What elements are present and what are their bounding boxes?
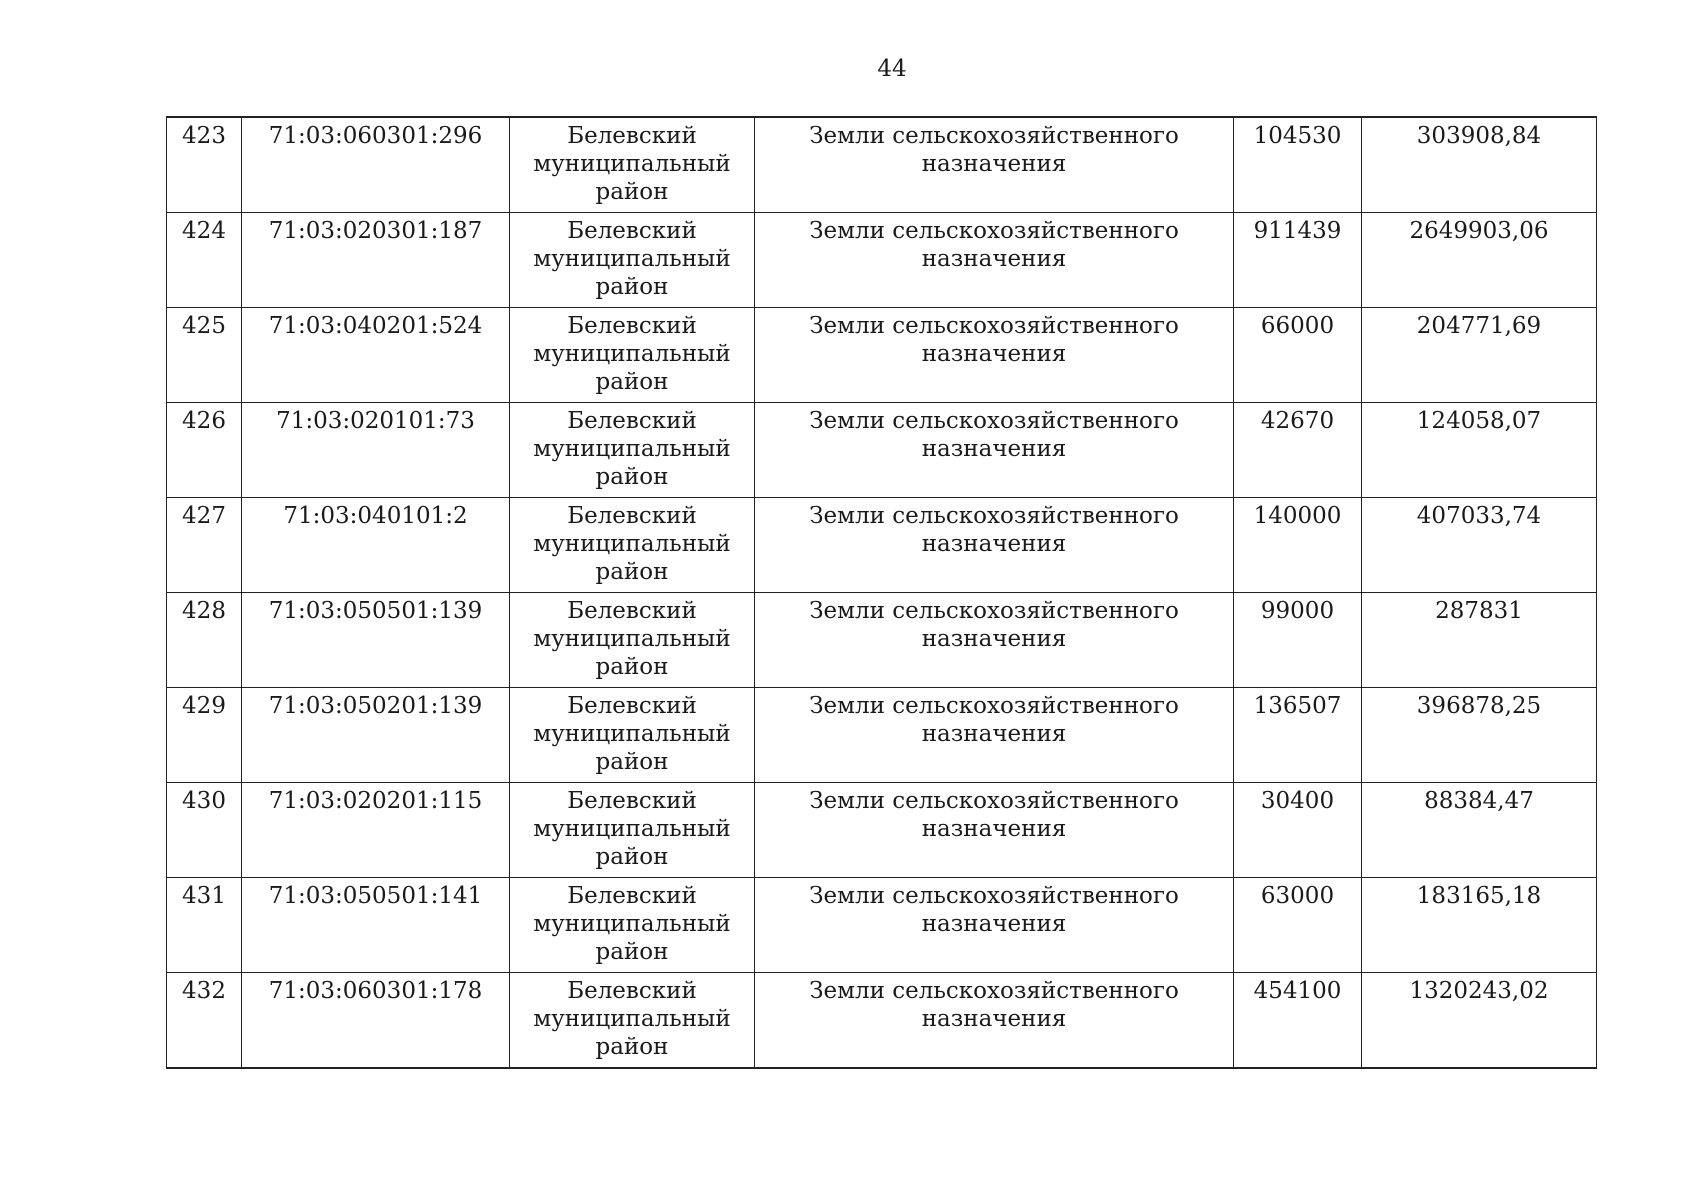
area-cell: 104530 <box>1234 117 1362 213</box>
municipality-line: Белевский <box>567 218 697 244</box>
cadastral-number-cell: 71:03:040201:524 <box>242 308 510 403</box>
area-cell: 140000 <box>1234 498 1362 593</box>
land-category-cell: Земли сельскохозяйственного назначения <box>755 117 1234 213</box>
area-cell: 42670 <box>1234 403 1362 498</box>
municipality-line: муниципальный <box>533 246 731 272</box>
land-plots-table <box>166 116 1597 1069</box>
municipality-line: Белевский <box>567 598 697 624</box>
municipality-line: муниципальный <box>533 816 731 842</box>
municipality-cell <box>510 878 755 973</box>
area-cell: 63000 <box>1234 878 1362 973</box>
row-number-cell: 430 <box>167 783 242 878</box>
cadastral-value-cell: 183165,18 <box>1362 878 1597 973</box>
municipality-cell <box>510 403 755 498</box>
municipality-cell <box>510 213 755 308</box>
cadastral-value-cell: 124058,07 <box>1362 403 1597 498</box>
cadastral-value-cell: 303908,84 <box>1362 117 1597 213</box>
cadastral-value-cell: 287831 <box>1362 593 1597 688</box>
municipality-line: муниципальный <box>533 151 731 177</box>
municipality-line: Белевский <box>567 123 697 149</box>
table-row <box>167 878 1597 973</box>
municipality-line: район <box>595 369 669 395</box>
area-cell: 454100 <box>1234 973 1362 1069</box>
area-cell: 911439 <box>1234 213 1362 308</box>
page-number: 44 <box>877 56 907 82</box>
row-number-cell: 431 <box>167 878 242 973</box>
table-row <box>167 308 1597 403</box>
land-category-cell: Земли сельскохозяйственного назначения <box>755 213 1234 308</box>
municipality-cell <box>510 688 755 783</box>
cadastral-value-cell: 2649903,06 <box>1362 213 1597 308</box>
table-row <box>167 973 1597 1069</box>
municipality-cell <box>510 973 755 1069</box>
municipality-line: муниципальный <box>533 1006 731 1032</box>
cadastral-number-cell: 71:03:020101:73 <box>242 403 510 498</box>
municipality-cell <box>510 117 755 213</box>
row-number-cell: 423 <box>167 117 242 213</box>
cadastral-value-cell: 204771,69 <box>1362 308 1597 403</box>
row-number-cell: 432 <box>167 973 242 1069</box>
municipality-line: Белевский <box>567 313 697 339</box>
row-number-cell: 424 <box>167 213 242 308</box>
row-number-cell: 427 <box>167 498 242 593</box>
municipality-line: район <box>595 464 669 490</box>
row-number-cell: 425 <box>167 308 242 403</box>
cadastral-number-cell: 71:03:060301:296 <box>242 117 510 213</box>
table-row <box>167 403 1597 498</box>
row-number-cell: 428 <box>167 593 242 688</box>
municipality-line: Белевский <box>567 503 697 529</box>
land-category-cell: Земли сельскохозяйственного назначения <box>755 973 1234 1069</box>
area-cell: 30400 <box>1234 783 1362 878</box>
municipality-line: район <box>595 179 669 205</box>
cadastral-number-cell: 71:03:020301:187 <box>242 213 510 308</box>
cadastral-number-cell: 71:03:050501:139 <box>242 593 510 688</box>
municipality-line: Белевский <box>567 693 697 719</box>
land-category-cell: Земли сельскохозяйственного назначения <box>755 498 1234 593</box>
land-category-cell: Земли сельскохозяйственного назначения <box>755 688 1234 783</box>
cadastral-number-cell: 71:03:050201:139 <box>242 688 510 783</box>
land-category-cell: Земли сельскохозяйственного назначения <box>755 308 1234 403</box>
municipality-line: муниципальный <box>533 911 731 937</box>
cadastral-number-cell: 71:03:040101:2 <box>242 498 510 593</box>
municipality-line: район <box>595 844 669 870</box>
table-row <box>167 213 1597 308</box>
municipality-line: район <box>595 559 669 585</box>
row-number-cell: 426 <box>167 403 242 498</box>
cadastral-number-cell: 71:03:020201:115 <box>242 783 510 878</box>
row-number-cell: 429 <box>167 688 242 783</box>
table-row <box>167 117 1597 213</box>
cadastral-value-cell: 396878,25 <box>1362 688 1597 783</box>
cadastral-number-cell: 71:03:060301:178 <box>242 973 510 1069</box>
municipality-cell <box>510 593 755 688</box>
table-body <box>167 117 1597 1068</box>
land-category-cell: Земли сельскохозяйственного назначения <box>755 783 1234 878</box>
municipality-cell <box>510 498 755 593</box>
table-row <box>167 688 1597 783</box>
municipality-line: район <box>595 274 669 300</box>
table-row <box>167 783 1597 878</box>
land-category-cell: Земли сельскохозяйственного назначения <box>755 403 1234 498</box>
municipality-line: Белевский <box>567 788 697 814</box>
municipality-line: район <box>595 939 669 965</box>
municipality-line: район <box>595 1034 669 1060</box>
cadastral-number-cell: 71:03:050501:141 <box>242 878 510 973</box>
table-row <box>167 593 1597 688</box>
municipality-line: муниципальный <box>533 626 731 652</box>
cadastral-value-cell: 1320243,02 <box>1362 973 1597 1069</box>
area-cell: 99000 <box>1234 593 1362 688</box>
municipality-line: район <box>595 654 669 680</box>
area-cell: 136507 <box>1234 688 1362 783</box>
area-cell: 66000 <box>1234 308 1362 403</box>
municipality-line: муниципальный <box>533 531 731 557</box>
municipality-cell <box>510 783 755 878</box>
land-category-cell: Земли сельскохозяйственного назначения <box>755 878 1234 973</box>
municipality-line: Белевский <box>567 978 697 1004</box>
municipality-line: муниципальный <box>533 721 731 747</box>
municipality-line: муниципальный <box>533 341 731 367</box>
land-category-cell: Земли сельскохозяйственного назначения <box>755 593 1234 688</box>
cadastral-value-cell: 88384,47 <box>1362 783 1597 878</box>
municipality-line: Белевский <box>567 883 697 909</box>
municipality-line: район <box>595 749 669 775</box>
municipality-cell <box>510 308 755 403</box>
cadastral-value-cell: 407033,74 <box>1362 498 1597 593</box>
municipality-line: муниципальный <box>533 436 731 462</box>
table-row <box>167 498 1597 593</box>
municipality-line: Белевский <box>567 408 697 434</box>
